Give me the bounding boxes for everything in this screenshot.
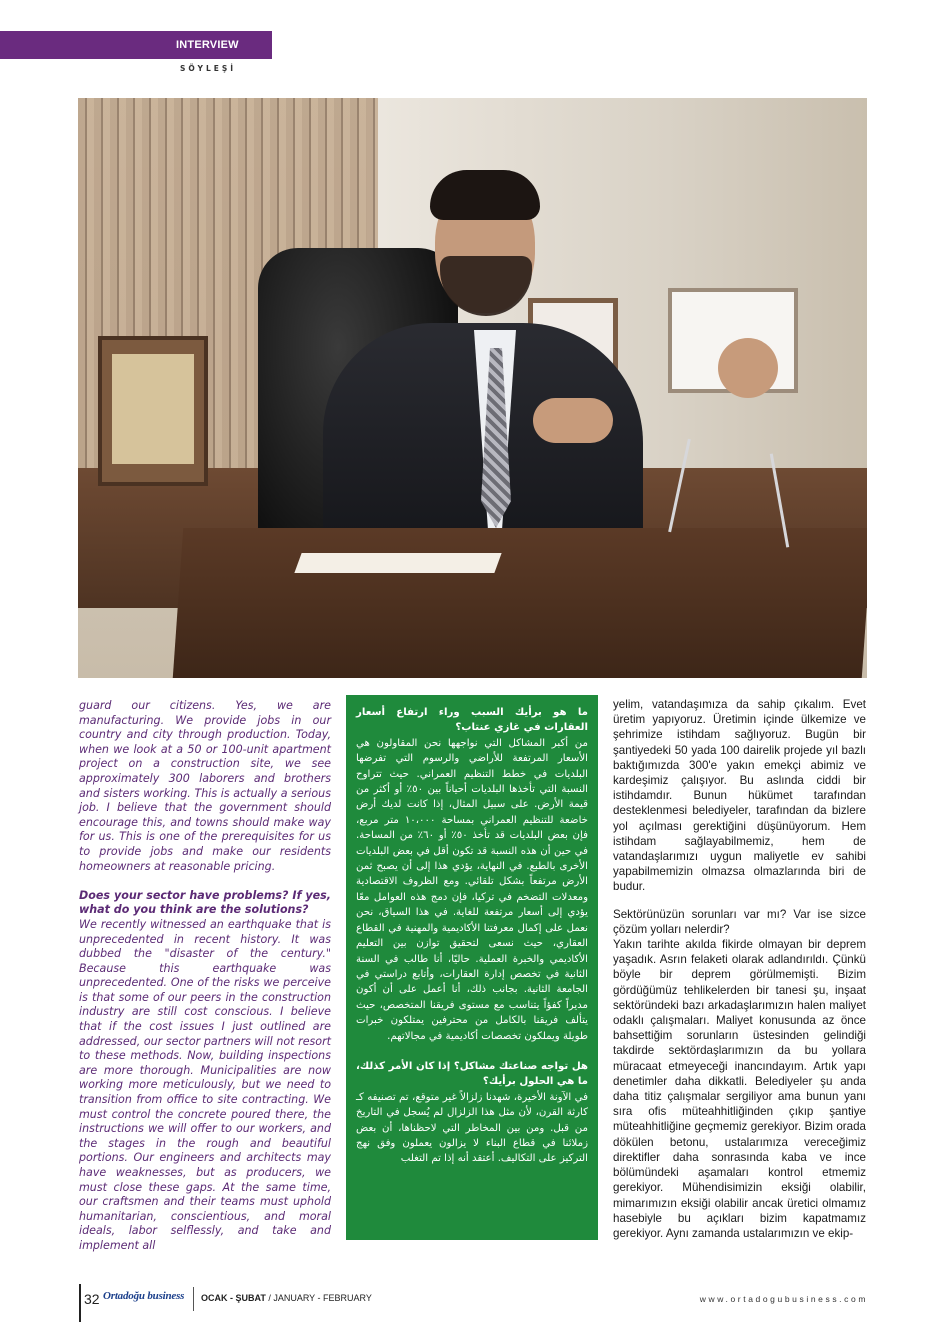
english-column bbox=[79, 699, 331, 1254]
photo-frame-left bbox=[98, 336, 208, 486]
interview-photo bbox=[78, 98, 867, 678]
turkish-column bbox=[613, 697, 866, 1241]
arabic-paragraph-2: في الآونة الأخيرة، شهدنا زلزالاً غير متوقع، تم تصنيفه كـ كارثة القرن، لأن مثل هذا الزلزال لم يُسجل في التاريخ من قبل. ومن بين المخاطر التي لاحظناها، أن بعض زملائنا في قطاع البناء لا يزالون يعملون وفق نهج التركيز على التكاليف. أعتقد أنه إذا تم التغلب bbox=[356, 1091, 588, 1165]
turkish-paragraph-2: Yakın tarihte akılda fikirde olmayan bir deprem yaşadık. Asrın felaketi olarak adlandırıldı. Çünkü böyle bir deprem görülmemişti. Bizim gördüğümüz tehlikelerden bir tanesi şu, inşaat sektöründeki bazı arkadaşlarımızın halen maliyet odaklı çalışmaları. Maliyet konusunda az önce bahsettiğim sorunların üstesinden gelindiği takdirde sektördaşlarımızın da bu yollara müracaat etmeyeceği inancındayım. Artık yapı denetimler daha dikkatli. Belediyeler şu anda daha titiz çalışmalar sergiliyor ama bunun yanı sıra ofis müteahhitliğinden çıkıp şantiye müteahhitliğine geçmemiz gerekiyor. Bizim orada dökülen betonu, ustalarımıza vereceğimiz direktifler daha sonrasında kaba ve ince bölümündeki aşamaları kontrol etmemiz gerekiyor. Mühendisimizin eksiği olabilir, mimarımızın eksiği olabilir ancak üretici olmamız hasebiyle bu açıkları bizim kapatmamız gerekiyor. Aynı zamanda ustalarımızın ve ekip- bbox=[613, 938, 866, 1240]
section-tag bbox=[0, 31, 272, 59]
website-link[interactable]: www.ortadogubusiness.com bbox=[699, 1294, 868, 1304]
issue-date-en: / JANUARY - FEBRUARY bbox=[268, 1293, 372, 1303]
issue-date-tr: OCAK - ŞUBAT bbox=[201, 1293, 266, 1303]
english-question-2: Does your sector have problems? If yes, what do you think are the solutions? bbox=[79, 888, 331, 917]
footer-rule bbox=[79, 1284, 81, 1322]
english-paragraph-2: We recently witnessed an earthquake that is unprecedented in recent history. It was dubbed the "disaster of the century." Because this earthquake was unprecedented. One of the risks we perceive is that some of our peers in the construction industry are still cost conscious. I believe that if the cost issues I just outlined are addressed, our sector partners will not resort to these methods. Now, building inspections are more thorough. Municipalities are now working more meticulously, but we need to transition from office to site contracting. We must control the concrete poured there, the instructions we will offer to our workers, and the stages in the rough and beautiful portions. Our engineers and architects may have weaknesses, but as producers, we must close these gaps. At the same time, our craftsmen and their teams must uphold humanitarian, conscientious, and moral ideals, labor selflessly, and take and implement all bbox=[79, 917, 331, 1252]
photo-hand-right bbox=[718, 338, 778, 398]
section-subtitle: SÖYLEŞİ bbox=[180, 64, 237, 73]
photo-hair bbox=[430, 170, 540, 220]
english-paragraph-1: guard our citizens. Yes, we are manufacturing. We provide jobs in our country and city through production. Today, when we look at a 50 or 100-unit apartment project on a construction site, we see approximately 300 laborers and brothers and sisters working. This is actually a serious job. I believe that the government should encourage this, and towns should make way for us. This is one of the prerequisites for us to provide jobs and make our residents homeowners at reasonable pricing. bbox=[79, 699, 331, 873]
arabic-paragraph-1: من أكبر المشاكل التي نواجهها نحن المقاولون هي الأسعار المرتفعة للأراضي والرسوم التي تفرضها البلديات في خطط التنظيم العمراني. حيث تتراوح النسبة التي تأخذها البلديات أحياناً بين ٥٠٪ أو أكثر من قيمة الأرض. على سبيل المثال، إذا كانت لديك أرض خاضعة للتنظيم العمراني بمساحة ١٠،٠٠٠ متر مربع، فإن بعض البلديات قد تأخذ ٥٠٪ أو ٦٠٪ من المساحة. في حين أن هذه النسبة قد تكون أقل في بعض البلديات الأخرى بالطبع. في النهاية، يؤدي هذا إلى أن يصبح ثمن الأرض مرتفعاً بشكل تلقائي. ومع الظروف الاقتصادية ومعدلات التضخم في تركيا، فإن دمج هذه العوامل معًا يؤدي إلى أسعار مرتفعة للغاية. في هذا السياق، نحن نعمل على إكمال معرفتنا الأكاديمية والمهنية في القطاع العقاري، حيث نسعى لتحقيق توازن بين التعليم الأكاديمي والخبرة العملية. حاليًا، أنا طالب في السنة الثانية في تخصص إدارة العقارات، وأتابع دراستي في الجامعة الثانية. بجانب ذلك، أنا أعمل على أن أكون مديراً كفؤاً يتناسب مع مستوى فريقنا المتخصص، حيث يتألف فريقنا بالكامل من محترفين يمتلكون خبرات طويلة ويملكون تخصصات أكاديمية في مجالاتهم. bbox=[356, 737, 589, 1042]
turkish-paragraph-1: yelim, vatandaşımıza da sahip çıkalım. Evet üretim yapıyoruz. Üretimin içinde ülkemize ve şehrimize istihdam sağlıyoruz. Bugün bir şantiyedeki 50 yada 100 dairelik projede yıl bazlı baktığımızda 300'e yakın emekçi abimiz ve kardeşimiz çalışıyor. Bu aslında ciddi bir istihdamdır. Bunun hükümet tarafından desteklenmesi belediyeler, tarafından da bizlere yol açılması gerektiğini düşünüyorum. Hem istihdam sağlayabilmemiz, hem de vatandaşlarımızı uygun maliyetle ev sahibi yapabilmemizin olmazsa olmazlarında biri de budur. bbox=[613, 698, 866, 894]
page-number: 32 bbox=[84, 1291, 100, 1307]
photo-hand-left bbox=[533, 398, 613, 443]
magazine-logo: Ortadoğu business bbox=[103, 1290, 185, 1302]
arabic-question-1: ما هو برأيك السبب وراء ارتفاع أسعار العقارات في غازي عنتاب؟ bbox=[356, 707, 588, 734]
arabic-question-2: هل تواجه صناعتك مشاكل؟ إذا كان الأمر كذلك، ما هي الحلول برأيك؟ bbox=[356, 1060, 588, 1088]
turkish-question-2: Sektörünüzün sorunları var mı? Var ise sizce çözüm yolları nelerdir? bbox=[613, 907, 866, 936]
photo-papers bbox=[294, 553, 501, 573]
photo-desk bbox=[173, 528, 867, 678]
arabic-column bbox=[346, 695, 598, 1240]
section-label: INTERVIEW bbox=[176, 39, 239, 51]
footer-separator bbox=[193, 1287, 194, 1311]
issue-date bbox=[201, 1293, 372, 1303]
